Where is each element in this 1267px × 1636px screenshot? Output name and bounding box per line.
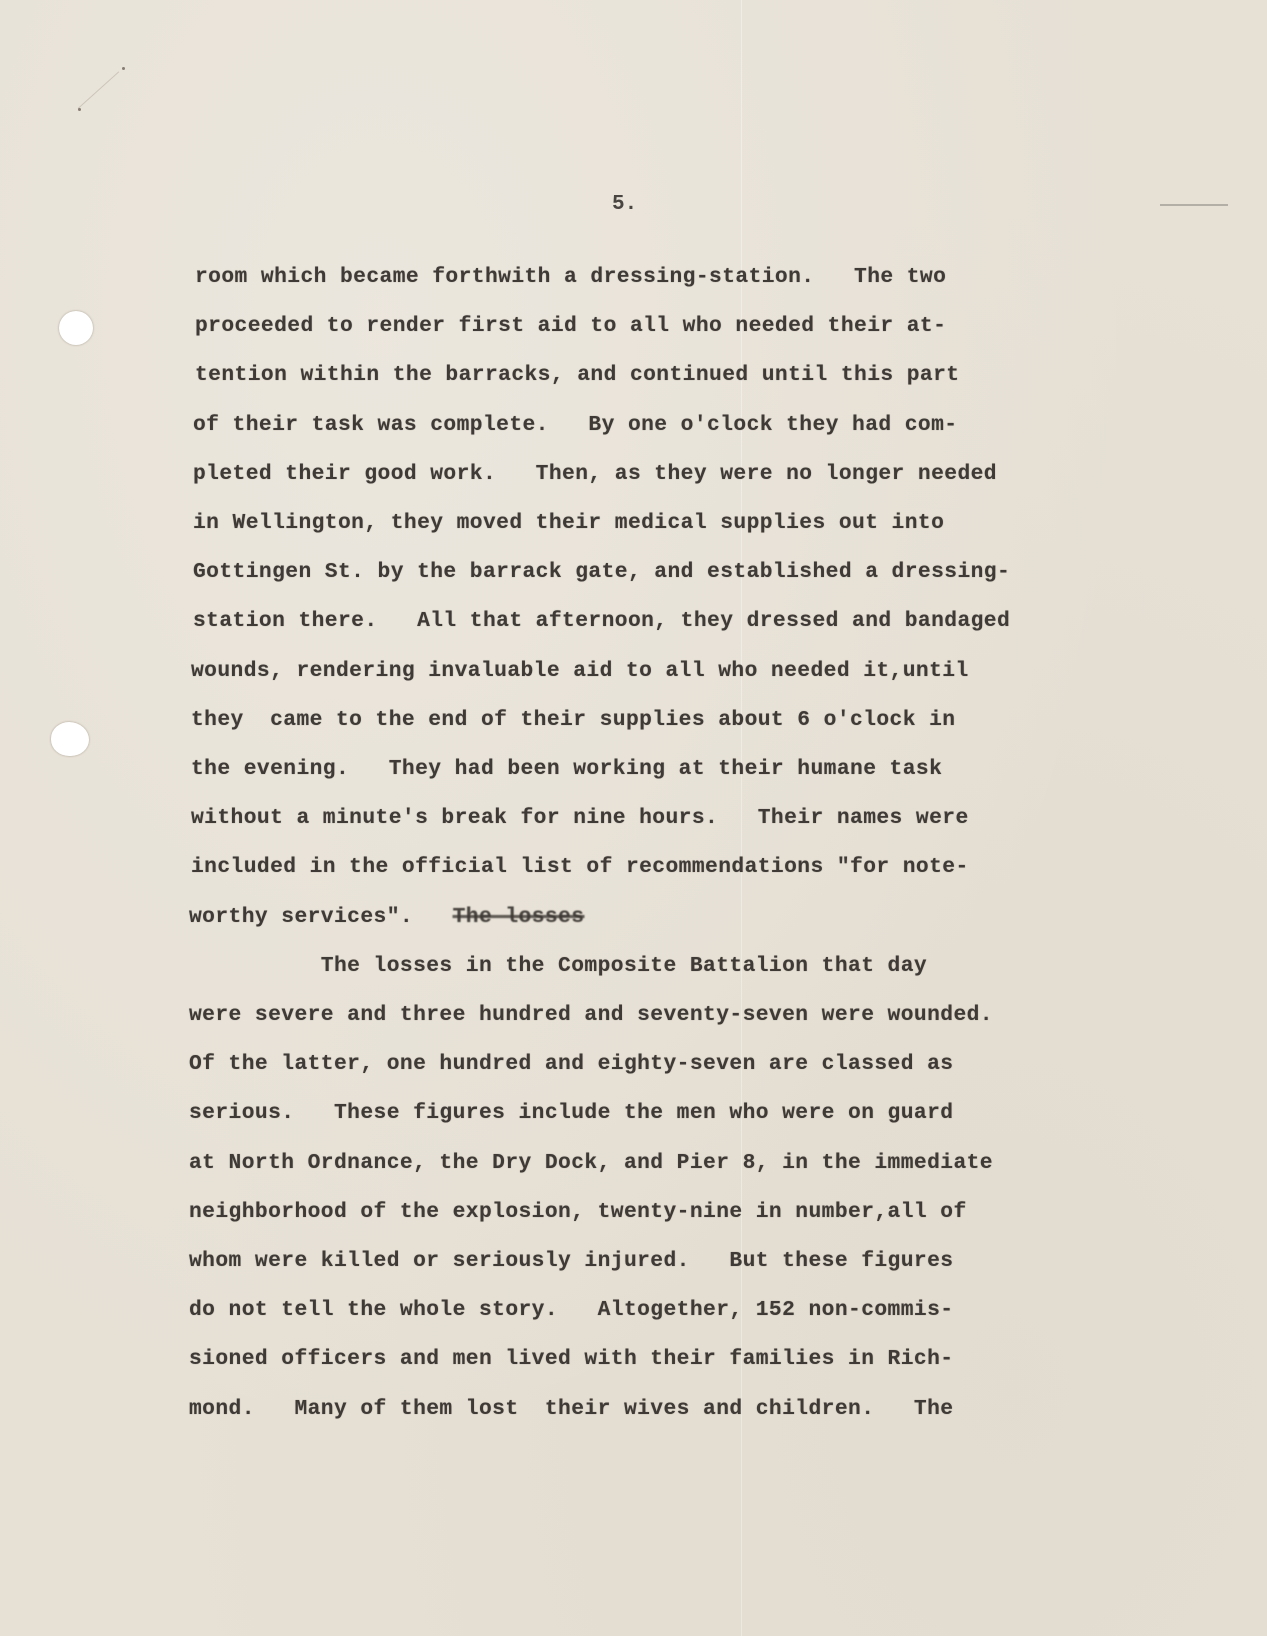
pencil-mark <box>1160 204 1228 206</box>
punch-hole <box>51 722 89 756</box>
text-line: pleted their good work. Then, as they were no longer needed <box>193 461 997 486</box>
text-line: do not tell the whole story. Altogether, 152 non-commis- <box>189 1298 954 1323</box>
text-line: Gottingen St. by the barrack gate, and established a dressing- <box>193 560 1011 585</box>
text-line: whom were killed or seriously injured. But these figures <box>189 1249 954 1273</box>
text-line: were severe and three hundred and seventy-seven were wounded. <box>189 1003 993 1027</box>
text-line: at North Ordnance, the Dry Dock, and Pier 8, in the immediate <box>189 1150 993 1175</box>
text-line: serious. These figures include the men who were on guard <box>189 1101 954 1126</box>
text-line: neighborhood of the explosion, twenty-nine in number,all of <box>189 1199 967 1224</box>
text-line: in Wellington, they moved their medical supplies out into <box>193 511 945 535</box>
text-line: room which became forthwith a dressing-station. The two <box>195 265 947 289</box>
text-line: of their task was complete. By one o'clock they had com- <box>193 412 958 437</box>
staple-mark <box>122 67 125 70</box>
struck-through-text: The losses <box>452 904 585 929</box>
text-line: mond. Many of them lost their wives and children. The <box>189 1396 954 1421</box>
punch-hole <box>59 311 93 345</box>
text-line: worthy services". The losses <box>189 904 585 929</box>
text-line: The losses in the Composite Battalion that day <box>189 953 928 978</box>
text-line: sioned officers and men lived with their families in Rich- <box>189 1347 954 1372</box>
text-line: tention within the barracks, and continued until this part <box>195 363 960 388</box>
text-line: Of the latter, one hundred and eighty-seven are classed as <box>189 1052 954 1077</box>
staple-mark <box>78 108 81 111</box>
text-line: included in the official list of recommendations "for note- <box>191 855 969 880</box>
text-line: the evening. They had been working at their humane task <box>191 757 943 781</box>
text-line: without a minute's break for nine hours. Their names were <box>191 806 969 831</box>
page-number: 5. <box>612 193 638 216</box>
text-line: proceeded to render first aid to all who needed their at- <box>195 314 947 339</box>
text-line: they came to the end of their supplies about 6 o'clock in <box>191 707 956 732</box>
text-line: station there. All that afternoon, they dressed and bandaged <box>193 609 1011 634</box>
text-line: wounds, rendering invaluable aid to all who needed it,until <box>191 658 969 683</box>
paper-crease <box>78 71 120 109</box>
